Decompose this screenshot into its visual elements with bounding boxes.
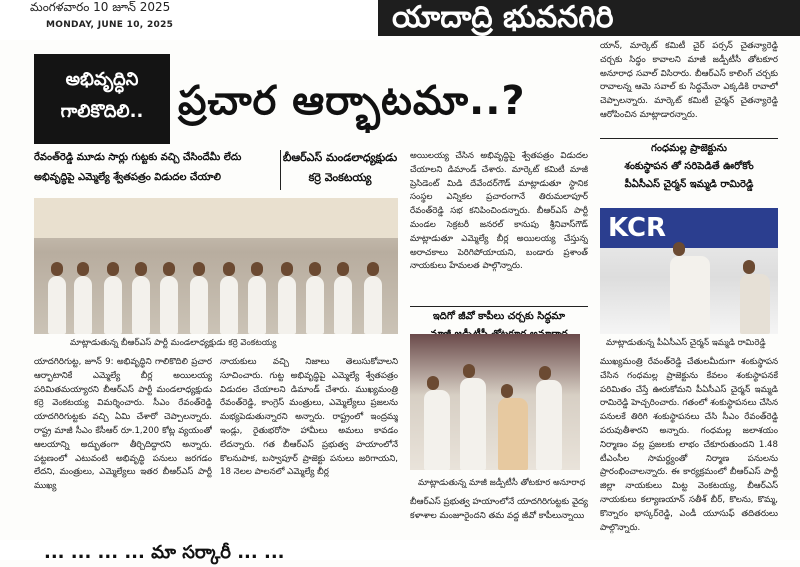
story2-photo-caption: మాట్లాడుతున్న మాజీ జడ్పీటీసీ తోటకూర అనూరాధ	[418, 478, 586, 488]
lead-subhead-3: బీఆర్ఎస్ మండలాధ్యక్షుడు కర్రె వెంకటయ్య	[282, 151, 398, 184]
photo-person	[104, 276, 122, 334]
photo-person	[160, 276, 178, 334]
lead-subhead-1: రేవంత్‌రెడ్డి మూడు సార్లు గుట్టకు వచ్చి చేసిందేమీ లేదు	[34, 152, 242, 163]
bottom-headline: ... ... ... ... మా సర్కారీ ... ...	[44, 542, 285, 563]
kcr-board: KCR	[600, 208, 778, 248]
photo-person	[536, 380, 562, 470]
photo-person	[364, 276, 382, 334]
story2-headline-1: ఇదిగో జీవో కాపీలు చర్చకు సిద్ధమా	[432, 311, 566, 322]
paper-name-banner: యాదాద్రి భువనగిరి	[378, 0, 800, 36]
subhead-divider	[280, 150, 281, 190]
story3-headline-1: గంధమల్ల ప్రాజెక్టును	[651, 143, 727, 154]
photo-person	[278, 276, 296, 334]
lead-subhead-2: అభివృద్ధిపై ఎమ్మెల్యే శ్వేతపత్రం విడుదల చేయాలి	[34, 172, 221, 183]
story2-rule	[410, 306, 588, 307]
photo-person	[306, 276, 324, 334]
photo-person	[460, 378, 486, 470]
photo-person	[48, 276, 66, 334]
photo-person	[132, 276, 150, 334]
right-top-body: యాన్, మార్కెట్ కమిటీ చైర్ పర్సన్ చైతన్యారెడ్డి చర్చకు సిద్ధం కావాలని మాజీ జడ్పీటీసీ తోటకూర అనూరాధ సవాల్ విసిరారు. బీఆర్ఎస్ కాలింగ్ చర్చకు రావాలన్న ఆమె సవాల్ కు సిద్ధమేనా ఎక్కడికి రావాలో చెప్పాలన్నారు. మార్కెట్ కమిటీ చైర్మన్ చైతన్యారెడ్డి ఆరోపించిన మాట్లాడారన్నారు.	[600, 41, 778, 120]
lead-column-1: యాదగిరిగుట్ట, జూన్ 9: అభివృద్ధిని గాలికొదిలి ప్రచార ఆర్భాటానికే ఎమ్మెల్యే బీర్ల అయిలయ్య పరిమితమయ్యారని బీఆర్ఎస్ పార్టీ మండలాధ్యక్షుడు కర్రె వెంకటయ్య విమర్శించారు. సీఎం రేవంత్‌రెడ్డి యాదగిరిగుట్టకు వచ్చి ఏమి చేశారో చెప్పాలన్నారు. రాష్ట్ర మాజీ సీఎం కేసీఆర్ రూ.1,200 కోట్ల వ్యయంతో ఆలయాన్ని అద్భుతంగా తీర్చిదిద్దారని అన్నారు. పట్టణంలో ఎటువంటి అభివృద్ధి పనులు జరగడం లేదని, మంత్రులు, ఎమ్మెల్యేలు ఇతర బీఆర్ఎస్ పార్టీ ముఖ్య	[34, 357, 212, 492]
story3-headline	[600, 140, 778, 194]
story3-headline-3: పీఏసీఎస్ చైర్మన్ ఇమ్మడి రామిరెడ్డి	[624, 179, 754, 190]
lead-column-2: నాయకులు వచ్చి నిజాలు తెలుసుకోవాలని సూచించారు. గుట్ట అభివృద్ధిపై ఎమ్మెల్యే శ్వేతపత్రం విడుదల చేయాలని డిమాండ్ చేశారు. ముఖ్యమంత్రి రేవంత్‌రెడ్డి, కాంగ్రెస్ మంత్రులు, ఎమ్మెల్యేలు ప్రజలను మభ్యపెడుతున్నారని అన్నారు. రాష్ట్రంలో ఇంద్రమ్మ ఇండ్లు, రైతుభరోసా హామీలు అమలు కావడం లేదన్నారు. గత బీఆర్ఎస్ ప్రభుత్వ హయాంలోనే కొలనుపాక, బస్వాపూర్ ప్రాజెక్టు పనులు జరిగాయని, 18 నెలల పాలనలో ఎమ్మెల్యే బీర్ల	[220, 357, 398, 478]
story3-photo	[600, 208, 778, 334]
kicker-line-2: గాలికొదిలి..	[60, 101, 144, 122]
photo-person	[334, 276, 352, 334]
story2-body: బీఆర్ఎస్ ప్రభుత్వ హయాంలోనే యాదగిరిగుట్టకు వైద్య కళాశాల మంజూరైందని తమ వద్ద జీవో కాపీలున్నాయి	[410, 497, 588, 521]
lead-headline: ప్రచార ఆర్భాటమా..?	[178, 78, 526, 124]
photo-person	[740, 274, 770, 334]
photo-person	[248, 276, 266, 334]
story3-headline-2: శంకుస్థాపన తో సరిపెడితే ఊరోకోం	[624, 161, 754, 172]
photo-backdrop	[34, 198, 398, 238]
story3-photo-caption: మాట్లాడుతున్న పీఏసీఎస్ చైర్మన్ ఇమ్మడి రామిరెడ్డి	[606, 338, 766, 348]
kicker-box	[34, 54, 170, 144]
story3-rule	[600, 138, 778, 139]
lead-column-3: అయిలయ్య చేసిన అభివృద్ధిపై శ్వేతపత్రం విడుదల చేయాలని డిమాండ్ చేశారు. మార్కెట్ కమిటీ మాజీ ప్రెసిడెంట్ మిడి దేవేందర్‌గౌడ్ మాట్లాడుతూ స్థానిక సంస్థల ఎన్నికల ప్రచారంగానే తిరుమలాపూర్ రేవంత్‌రెడ్డి సభ కనిపించిందన్నారు. బీఆర్ఎస్ పార్టీ మండల సెక్రటరీ జనరల్ కానుపు శ్రీనివాస్‌గౌడ్ మాట్లాడుతూ ఎమ్మెల్యే బీర్ల అయిలయ్య చేస్తున్న అరాచకాలు పెరిగిపోయాయని, బండారు ప్రశాంత్ నాయకులు హేమలత పాల్గొన్నారు.	[410, 151, 588, 272]
photo-person	[74, 276, 92, 334]
masthead-left-text: మంగళవారం 10 జూన్ 2025	[30, 0, 171, 14]
lead-photo-caption: మాట్లాడుతున్న బీఆర్ఎస్ పార్టీ మండలాధ్యక్షుడు కర్రె వెంకటయ్య	[70, 338, 277, 348]
dateline: MONDAY, JUNE 10, 2025	[46, 20, 174, 30]
photo-person	[498, 398, 528, 470]
lead-subhead-block	[34, 148, 280, 188]
story2-photo	[410, 334, 580, 470]
photo-person	[220, 276, 238, 334]
story3-body: ముఖ్యమంత్రి రేవంత్‌రెడ్డి చేతులమీదుగా శంకుస్థాపన చేసిన గంధమల్ల ప్రాజెక్టును కేవలం శంకుస్థాపనకే పరిమితం చేస్తే ఊరుకోమని పీఏసీఎస్ చైర్మన్ ఇమ్మడి రామిరెడ్డి హెచ్చరించారు. గతంలో శంకుస్థాపనలు చేసిన పనులకే తిరిగి శంకుస్థాపనలు చేసి సీఎం రేవంత్‌రెడ్డి పరువుతీశారని అన్నారు. గంధమల్ల జలాశయం నిర్మాణం వల్ల ప్రజలకు లాభం చేకూరుతుందని 1.48 టీఎంసీల సామర్థ్యంతో నిర్మాణ పనులను ప్రారంభించాలన్నారు. ఈ కార్యక్రమంలో బీఆర్ఎస్ పార్టీ జిల్లా నాయకులు మిట్ట వెంకటయ్య, బీఆర్ఎస్ నాయకులు కల్యాణయాన్ సతీశ్ బీర్, కొలను, కొమ్మ, కొన్నారం భాస్కర్‌రెడ్డి, ఎండీ యూసుఫ్ తదితరులు పాల్గొన్నారు.	[600, 357, 778, 533]
kicker-line-1: అభివృద్ధిని	[65, 69, 139, 90]
photo-person	[190, 276, 208, 334]
photo-person	[424, 390, 450, 470]
photo-person	[670, 256, 710, 334]
lead-photo	[34, 198, 398, 334]
